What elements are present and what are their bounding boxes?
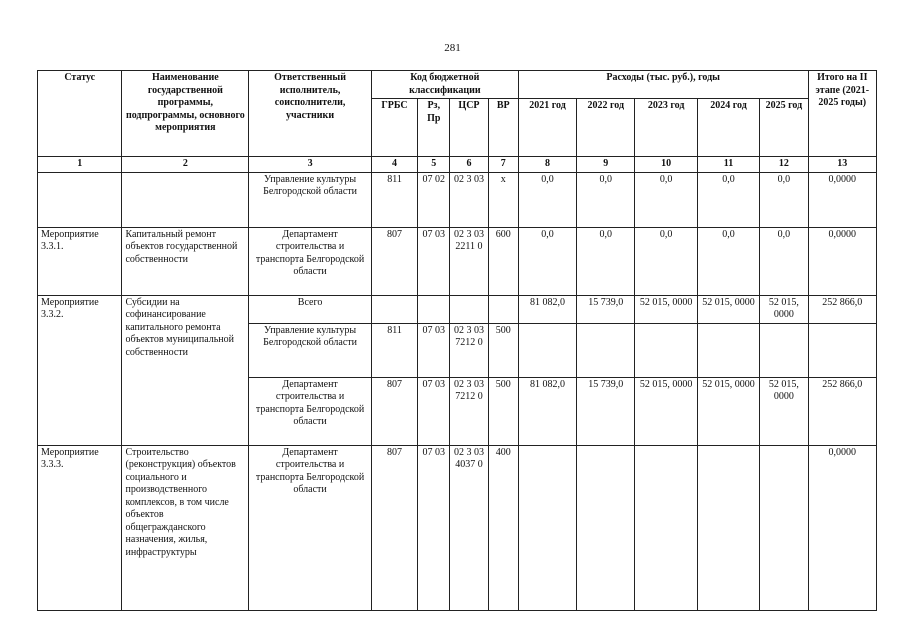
vr-cell: х [488, 172, 518, 227]
rzpr-cell: 07 03 [418, 227, 450, 295]
col-number: 2 [122, 157, 249, 173]
col-number: 1 [38, 157, 122, 173]
status-cell: Мероприятие 3.3.2. [38, 295, 122, 445]
col-number: 8 [518, 157, 576, 173]
header-rzpr: Рз, Пр [418, 99, 450, 157]
value-2024: 0,0 [697, 227, 759, 295]
header-year-2022: 2022 год [577, 99, 635, 157]
value-2023: 0,0 [635, 172, 697, 227]
csr-cell: 02 3 03 [450, 172, 488, 227]
value-2021: 81 082,0 [518, 377, 576, 445]
name-cell [122, 172, 249, 227]
value-2021: 81 082,0 [518, 295, 576, 323]
name-cell: Субсидии на софинансирование капитального ремонта объектов муниципальной собственности [122, 295, 249, 445]
col-number: 13 [808, 157, 876, 173]
header-year-2025: 2025 год [760, 99, 808, 157]
value-2024: 0,0 [697, 172, 759, 227]
responsible-cell: Департамент строительства и транспорта Белгородской области [249, 227, 372, 295]
col-number: 11 [697, 157, 759, 173]
header-grbs: ГРБС [371, 99, 417, 157]
value-2025 [760, 323, 808, 377]
value-2021: 0,0 [518, 227, 576, 295]
table-row [38, 445, 877, 610]
header-year-2023: 2023 год [635, 99, 697, 157]
header-year-2024: 2024 год [697, 99, 759, 157]
col-number: 6 [450, 157, 488, 173]
value-2024 [697, 323, 759, 377]
value-2025 [760, 445, 808, 610]
col-number: 5 [418, 157, 450, 173]
value-total: 0,0000 [808, 445, 876, 610]
rzpr-cell: 07 03 [418, 377, 450, 445]
col-number: 10 [635, 157, 697, 173]
csr-cell: 02 3 03 7212 0 [450, 323, 488, 377]
value-total: 0,0000 [808, 227, 876, 295]
responsible-cell: Департамент строительства и транспорта Белгородской области [249, 445, 372, 610]
value-2025: 0,0 [760, 227, 808, 295]
header-expenses: Расходы (тыс. руб.), годы [518, 71, 808, 99]
header-year-2021: 2021 год [518, 99, 576, 157]
value-2023 [635, 323, 697, 377]
status-cell: Мероприятие 3.3.3. [38, 445, 122, 610]
value-2024 [697, 445, 759, 610]
grbs-cell [371, 295, 417, 323]
value-2025: 0,0 [760, 172, 808, 227]
rzpr-cell: 07 03 [418, 323, 450, 377]
col-number: 4 [371, 157, 417, 173]
vr-cell: 400 [488, 445, 518, 610]
value-2025: 52 015, 0000 [760, 377, 808, 445]
value-2024: 52 015, 0000 [697, 295, 759, 323]
rzpr-cell: 07 02 [418, 172, 450, 227]
value-2021: 0,0 [518, 172, 576, 227]
col-number: 7 [488, 157, 518, 173]
grbs-cell: 807 [371, 445, 417, 610]
budget-table [37, 70, 877, 611]
header-budget-code: Код бюджетной классификации [371, 71, 518, 99]
rzpr-cell: 07 03 [418, 445, 450, 610]
grbs-cell: 811 [371, 323, 417, 377]
col-number: 9 [577, 157, 635, 173]
table-row [38, 227, 877, 295]
grbs-cell: 807 [371, 377, 417, 445]
grbs-cell: 807 [371, 227, 417, 295]
value-2021 [518, 445, 576, 610]
csr-cell: 02 3 03 2211 0 [450, 227, 488, 295]
responsible-cell: Управление культуры Белгородской области [249, 323, 372, 377]
grbs-cell: 811 [371, 172, 417, 227]
value-2021 [518, 323, 576, 377]
header-responsible: Ответственный исполнитель, соисполнители, участники [249, 71, 372, 157]
value-2022 [577, 323, 635, 377]
header-name: Наименование государственной программы, подпрограммы, основного мероприятия [122, 71, 249, 157]
header-status: Статус [38, 71, 122, 157]
vr-cell: 500 [488, 377, 518, 445]
responsible-cell: Управление культуры Белгородской области [249, 172, 372, 227]
header-csr: ЦСР [450, 99, 488, 157]
value-2024: 52 015, 0000 [697, 377, 759, 445]
vr-cell: 600 [488, 227, 518, 295]
value-total: 252 866,0 [808, 295, 876, 323]
table-row [38, 295, 877, 323]
value-total: 252 866,0 [808, 377, 876, 445]
value-total: 0,0000 [808, 172, 876, 227]
value-2023: 0,0 [635, 227, 697, 295]
rzpr-cell [418, 295, 450, 323]
header-vr: ВР [488, 99, 518, 157]
value-2022: 0,0 [577, 172, 635, 227]
value-2022 [577, 445, 635, 610]
value-2023: 52 015, 0000 [635, 377, 697, 445]
name-cell: Строительство (реконструкция) объектов социального и производственного комплексов, в том числе объектов общегражданского назначения, жилья, инфраструктуры [122, 445, 249, 610]
table-row [38, 172, 877, 227]
name-cell: Капитальный ремонт объектов государственной собственности [122, 227, 249, 295]
csr-cell: 02 3 03 7212 0 [450, 377, 488, 445]
value-2022: 0,0 [577, 227, 635, 295]
value-2023: 52 015, 0000 [635, 295, 697, 323]
col-number: 3 [249, 157, 372, 173]
value-2025: 52 015, 0000 [760, 295, 808, 323]
value-2022: 15 739,0 [577, 295, 635, 323]
value-total [808, 323, 876, 377]
responsible-cell: Департамент строительства и транспорта Белгородской области [249, 377, 372, 445]
vr-cell: 500 [488, 323, 518, 377]
status-cell [38, 172, 122, 227]
col-number: 12 [760, 157, 808, 173]
header-total: Итого на II этапе (2021-2025 годы) [808, 71, 876, 157]
value-2022: 15 739,0 [577, 377, 635, 445]
status-cell: Мероприятие 3.3.1. [38, 227, 122, 295]
vr-cell [488, 295, 518, 323]
responsible-cell: Всего [249, 295, 372, 323]
csr-cell: 02 3 03 4037 0 [450, 445, 488, 610]
page-number: 281 [444, 42, 461, 54]
csr-cell [450, 295, 488, 323]
value-2023 [635, 445, 697, 610]
